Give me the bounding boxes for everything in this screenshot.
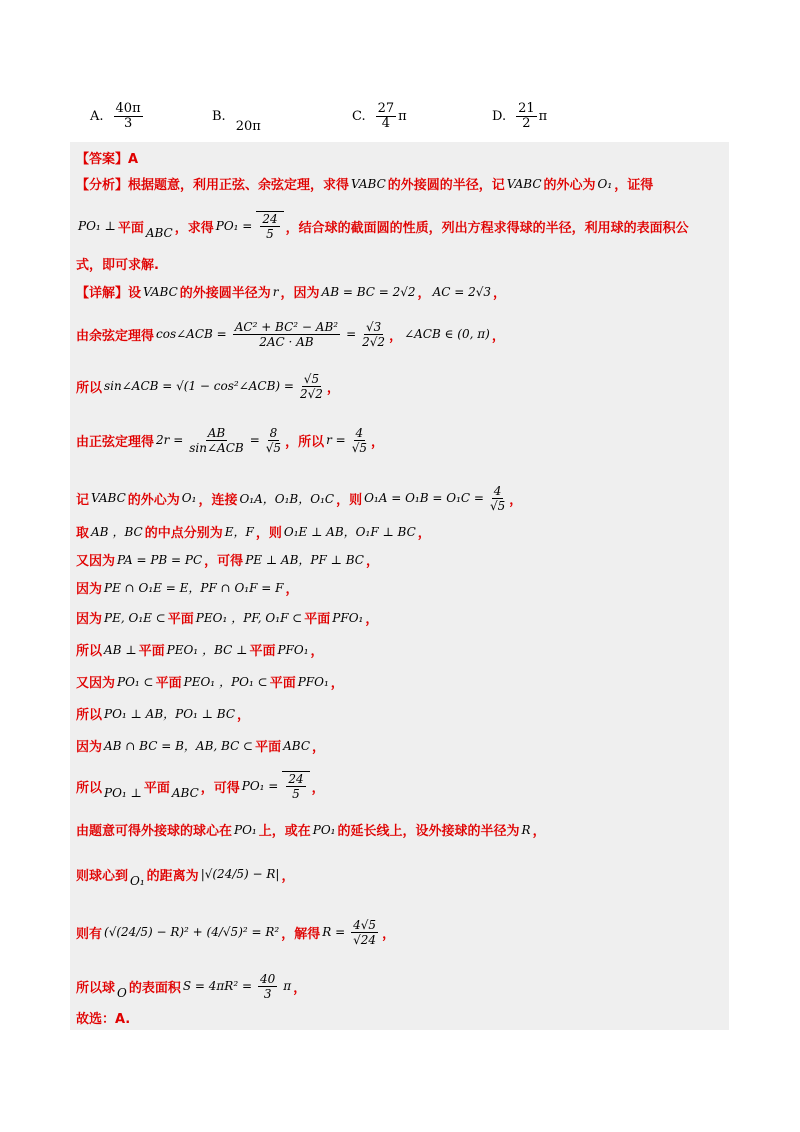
option-d [492,96,547,136]
detail-line-13: 因为 AB ∩ BC = B，AB, BC ⊂ 平面 ABC ， [76,738,326,755]
option-pi: π [398,108,407,124]
detail-line-10: 所以 AB ⊥ 平面 PEO₁ ，BC ⊥ 平面 PFO₁ ， [76,642,324,659]
option-a [90,96,145,136]
detail-line-16: 则球心到 O₁ 的距离为 |√(24/5) − R| ， [76,867,295,888]
option-b [212,96,261,136]
option-letter: D. [492,108,507,124]
solution-panel [70,142,729,1030]
detail-line-7: 又因为 PA = PB = PC ，可得 PE ⊥ AB，PF ⊥ BC ， [76,552,379,569]
detail-line-6: 取 AB ，BC 的中点分别为 E，F ，则 O₁E ⊥ AB，O₁F ⊥ BC ， [76,524,431,541]
analysis-line-2: PO₁ ⊥ 平面 ABC ，求得 PO₁ = $\frac{24}{5}$ ，结合球的截面圆的性质，列出方程求得球的半径，利用球的表面积公 [78,212,689,241]
detail-line-14: 所以 PO₁ ⊥ 平面 ABC ，可得 PO₁ = $\frac{24}{5}$ ， [76,772,325,801]
analysis-line-3: 式，即可求解. [76,258,159,273]
detail-line-12: 所以 PO₁ ⊥ AB，PO₁ ⊥ BC ， [76,707,251,723]
detail-line-1: 【详解】设 VABC 的外接圆半径为 r ，因为 AB = BC = 2√2 ， AC = 2√3 ， [76,284,507,301]
option-fraction: $\frac{27}{4}$ [377,100,395,131]
option-pi: π [538,108,548,124]
detail-line-18: 所以球 O 的表面积 S = 4πR² = $\frac{40}{3}$ π ， [76,971,307,1001]
detail-line-4: 由正弦定理得 2r = $\frac{AB}{\text{sin∠ACB}}$ = $\frac{8}{√5}$ ，所以 r = $\frac{4}{√5}$ ， [76,425,384,455]
detail-line-17: 则有 (√(24/5) − R)² + (4/√5)² = R² ，解得 R = $\frac{4√5}{√24}$ ， [76,917,396,947]
analysis-line-1: 【分析】根据题意，利用正弦、余弦定理，求得 VABC 的外接圆的半径，记 VABC 的外心为 O₁ ，证得 [76,176,654,193]
answer-line: 【答案】A [76,152,139,167]
detail-line-3: 所以 sin∠ACB = √(1 − cos²∠ACB) = $\frac{√5}{2√2}$ ， [76,371,340,401]
detail-line-8: 因为 PE ∩ O₁E = E，PF ∩ O₁F = F ， [76,581,299,597]
detail-line-2: 由余弦定理得 cos∠ACB = $\frac{\text{AC² + BC² − AB²}}{2AC \cdot AB}$ = $\frac{√3}{2√2}$ ， ∠ACB ∈ (0, π) ， [76,319,505,349]
detail-line-5: 记 VABC 的外心为 O₁ ，连接 O₁A，O₁B，O₁C ，则 O₁A = O₁B = O₁C = $\frac{4}{√5}$ ， [76,483,523,513]
detail-line-9: 因为 PE, O₁E ⊂ 平面 PEO₁ ，PF, O₁F ⊂ 平面 PFO₁ ， [76,610,379,627]
option-letter: B. [212,108,226,124]
detail-line-15: 由题意可得外接球的球心在 PO₁ 上，或在 PO₁ 的延长线上，设外接球的半径为 R ， [76,822,546,839]
answer-options [90,96,730,136]
option-letter: C. [352,108,366,124]
final-line: 故选：A. [76,1012,131,1027]
detail-line-11: 又因为 PO₁ ⊂ 平面 PEO₁ ，PO₁ ⊂ 平面 PFO₁ ， [76,674,344,691]
option-value: 20π [235,118,261,134]
option-fraction: $\frac{40\pi}{3}$ [115,100,141,131]
option-fraction: $\frac{21}{2}$ [518,100,535,131]
option-c [352,96,407,136]
option-letter: A. [90,108,104,124]
